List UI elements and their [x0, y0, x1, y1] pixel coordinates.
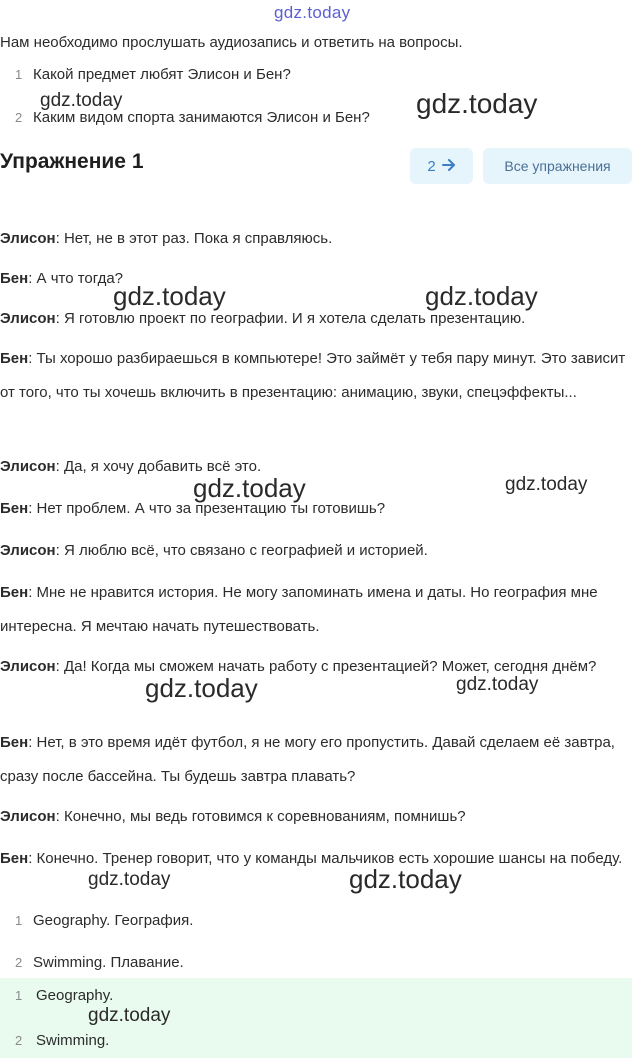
- question-number: 1: [15, 67, 23, 82]
- translation-number: 1: [15, 913, 23, 928]
- dialogue-text: : Ты хорошо разбираешься в компьютере! Это займёт у тебя пару минут. Это зависит от того, что ты хочешь включить в презентацию: анимацию, звуки, спецэффекты...: [0, 350, 626, 401]
- site-logo[interactable]: gdz.today: [274, 3, 351, 22]
- speaker-name: Элисон: [0, 310, 56, 327]
- watermark: gdz.today: [193, 473, 306, 503]
- translation-text: Geography. География.: [33, 912, 194, 929]
- speaker-name: Бен: [0, 350, 29, 367]
- next-exercise-label: 2: [427, 157, 436, 175]
- speaker-name: Бен: [0, 584, 29, 601]
- dialogue-text: : Нет, в это время идёт футбол, я не могу его пропустить. Давай сделаем её завтра, сразу после бассейна. Ты будешь завтра плавать?: [0, 734, 615, 785]
- speaker-name: Элисон: [0, 458, 56, 475]
- dialogue-line: [0, 450, 632, 484]
- watermark: gdz.today: [456, 674, 539, 695]
- all-exercises-button[interactable]: Все упражнения: [483, 148, 632, 184]
- watermark: gdz.today: [349, 864, 462, 894]
- watermark: gdz.today: [40, 90, 123, 111]
- dialogue-line: [0, 492, 632, 526]
- watermark: gdz.today: [425, 281, 538, 311]
- dialogue-line: [0, 302, 632, 336]
- answer-text: Swimming.: [36, 1032, 110, 1049]
- speaker-name: Бен: [0, 270, 29, 287]
- speaker-name: Элисон: [0, 808, 56, 825]
- dialogue-text: : Конечно. Тренер говорит, что у команды мальчиков есть хорошие шансы на победу.: [28, 850, 623, 867]
- question-text: Каким видом спорта занимаются Элисон и Бен?: [33, 109, 370, 126]
- watermark: gdz.today: [145, 673, 258, 703]
- next-exercise-button[interactable]: [410, 148, 473, 184]
- dialogue-text: : Я готовлю проект по географии. И я хотела сделать презентацию.: [55, 310, 526, 327]
- watermark: gdz.today: [505, 474, 588, 495]
- dialogue-text: : Конечно, мы ведь готовимся к соревнованиям, помнишь?: [55, 808, 466, 825]
- dialogue-text: : Да, я хочу добавить всё это.: [55, 458, 262, 475]
- speaker-name: Элисон: [0, 658, 56, 675]
- answer-number: 2: [15, 1033, 23, 1048]
- speaker-name: Бен: [0, 734, 29, 751]
- dialogue-line: [0, 842, 632, 876]
- speaker-name: Элисон: [0, 542, 56, 559]
- exercise-title: Упражнение 1: [0, 150, 144, 173]
- watermark: gdz.today: [416, 88, 538, 119]
- speaker-name: Элисон: [0, 230, 56, 247]
- dialogue-line: [0, 726, 632, 794]
- speaker-name: Бен: [0, 500, 29, 517]
- watermark: gdz.today: [88, 869, 171, 890]
- speaker-name: Бен: [0, 850, 29, 867]
- dialogue-line: [0, 576, 632, 644]
- dialogue-line: [0, 800, 632, 834]
- dialogue-line: [0, 222, 632, 256]
- dialogue-text: : Мне не нравится история. Не могу запоминать имена и даты. Но география мне интересна. Я мечтаю начать путешествовать.: [0, 584, 598, 635]
- answer-number: 1: [15, 988, 23, 1003]
- question-text: Какой предмет любят Элисон и Бен?: [33, 66, 291, 83]
- dialogue-line: [0, 262, 632, 296]
- watermark: gdz.today: [113, 281, 226, 311]
- answer-text: Geography.: [36, 987, 114, 1004]
- watermark: gdz.today: [88, 1005, 171, 1026]
- dialogue-text: : Нет, не в этот раз. Пока я справляюсь.: [55, 230, 333, 247]
- dialogue-line: [0, 342, 632, 410]
- dialogue-line: [0, 534, 632, 568]
- answer-box: [0, 978, 632, 1058]
- translation-number: 2: [15, 955, 23, 970]
- dialogue-line: [0, 650, 632, 684]
- arrow-right-icon: [442, 158, 456, 175]
- dialogue-text: : Я люблю всё, что связано с географией и историей.: [55, 542, 428, 559]
- task-intro: Нам необходимо прослушать аудиозапись и ответить на вопросы.: [0, 34, 463, 51]
- dialogue-text: : А что тогда?: [28, 270, 123, 287]
- dialogue-text: : Нет проблем. А что за презентацию ты готовишь?: [28, 500, 386, 517]
- question-number: 2: [15, 110, 23, 125]
- dialogue-text: : Да! Когда мы сможем начать работу с презентацией? Может, сегодня днём?: [55, 658, 597, 675]
- translation-text: Swimming. Плавание.: [33, 954, 184, 971]
